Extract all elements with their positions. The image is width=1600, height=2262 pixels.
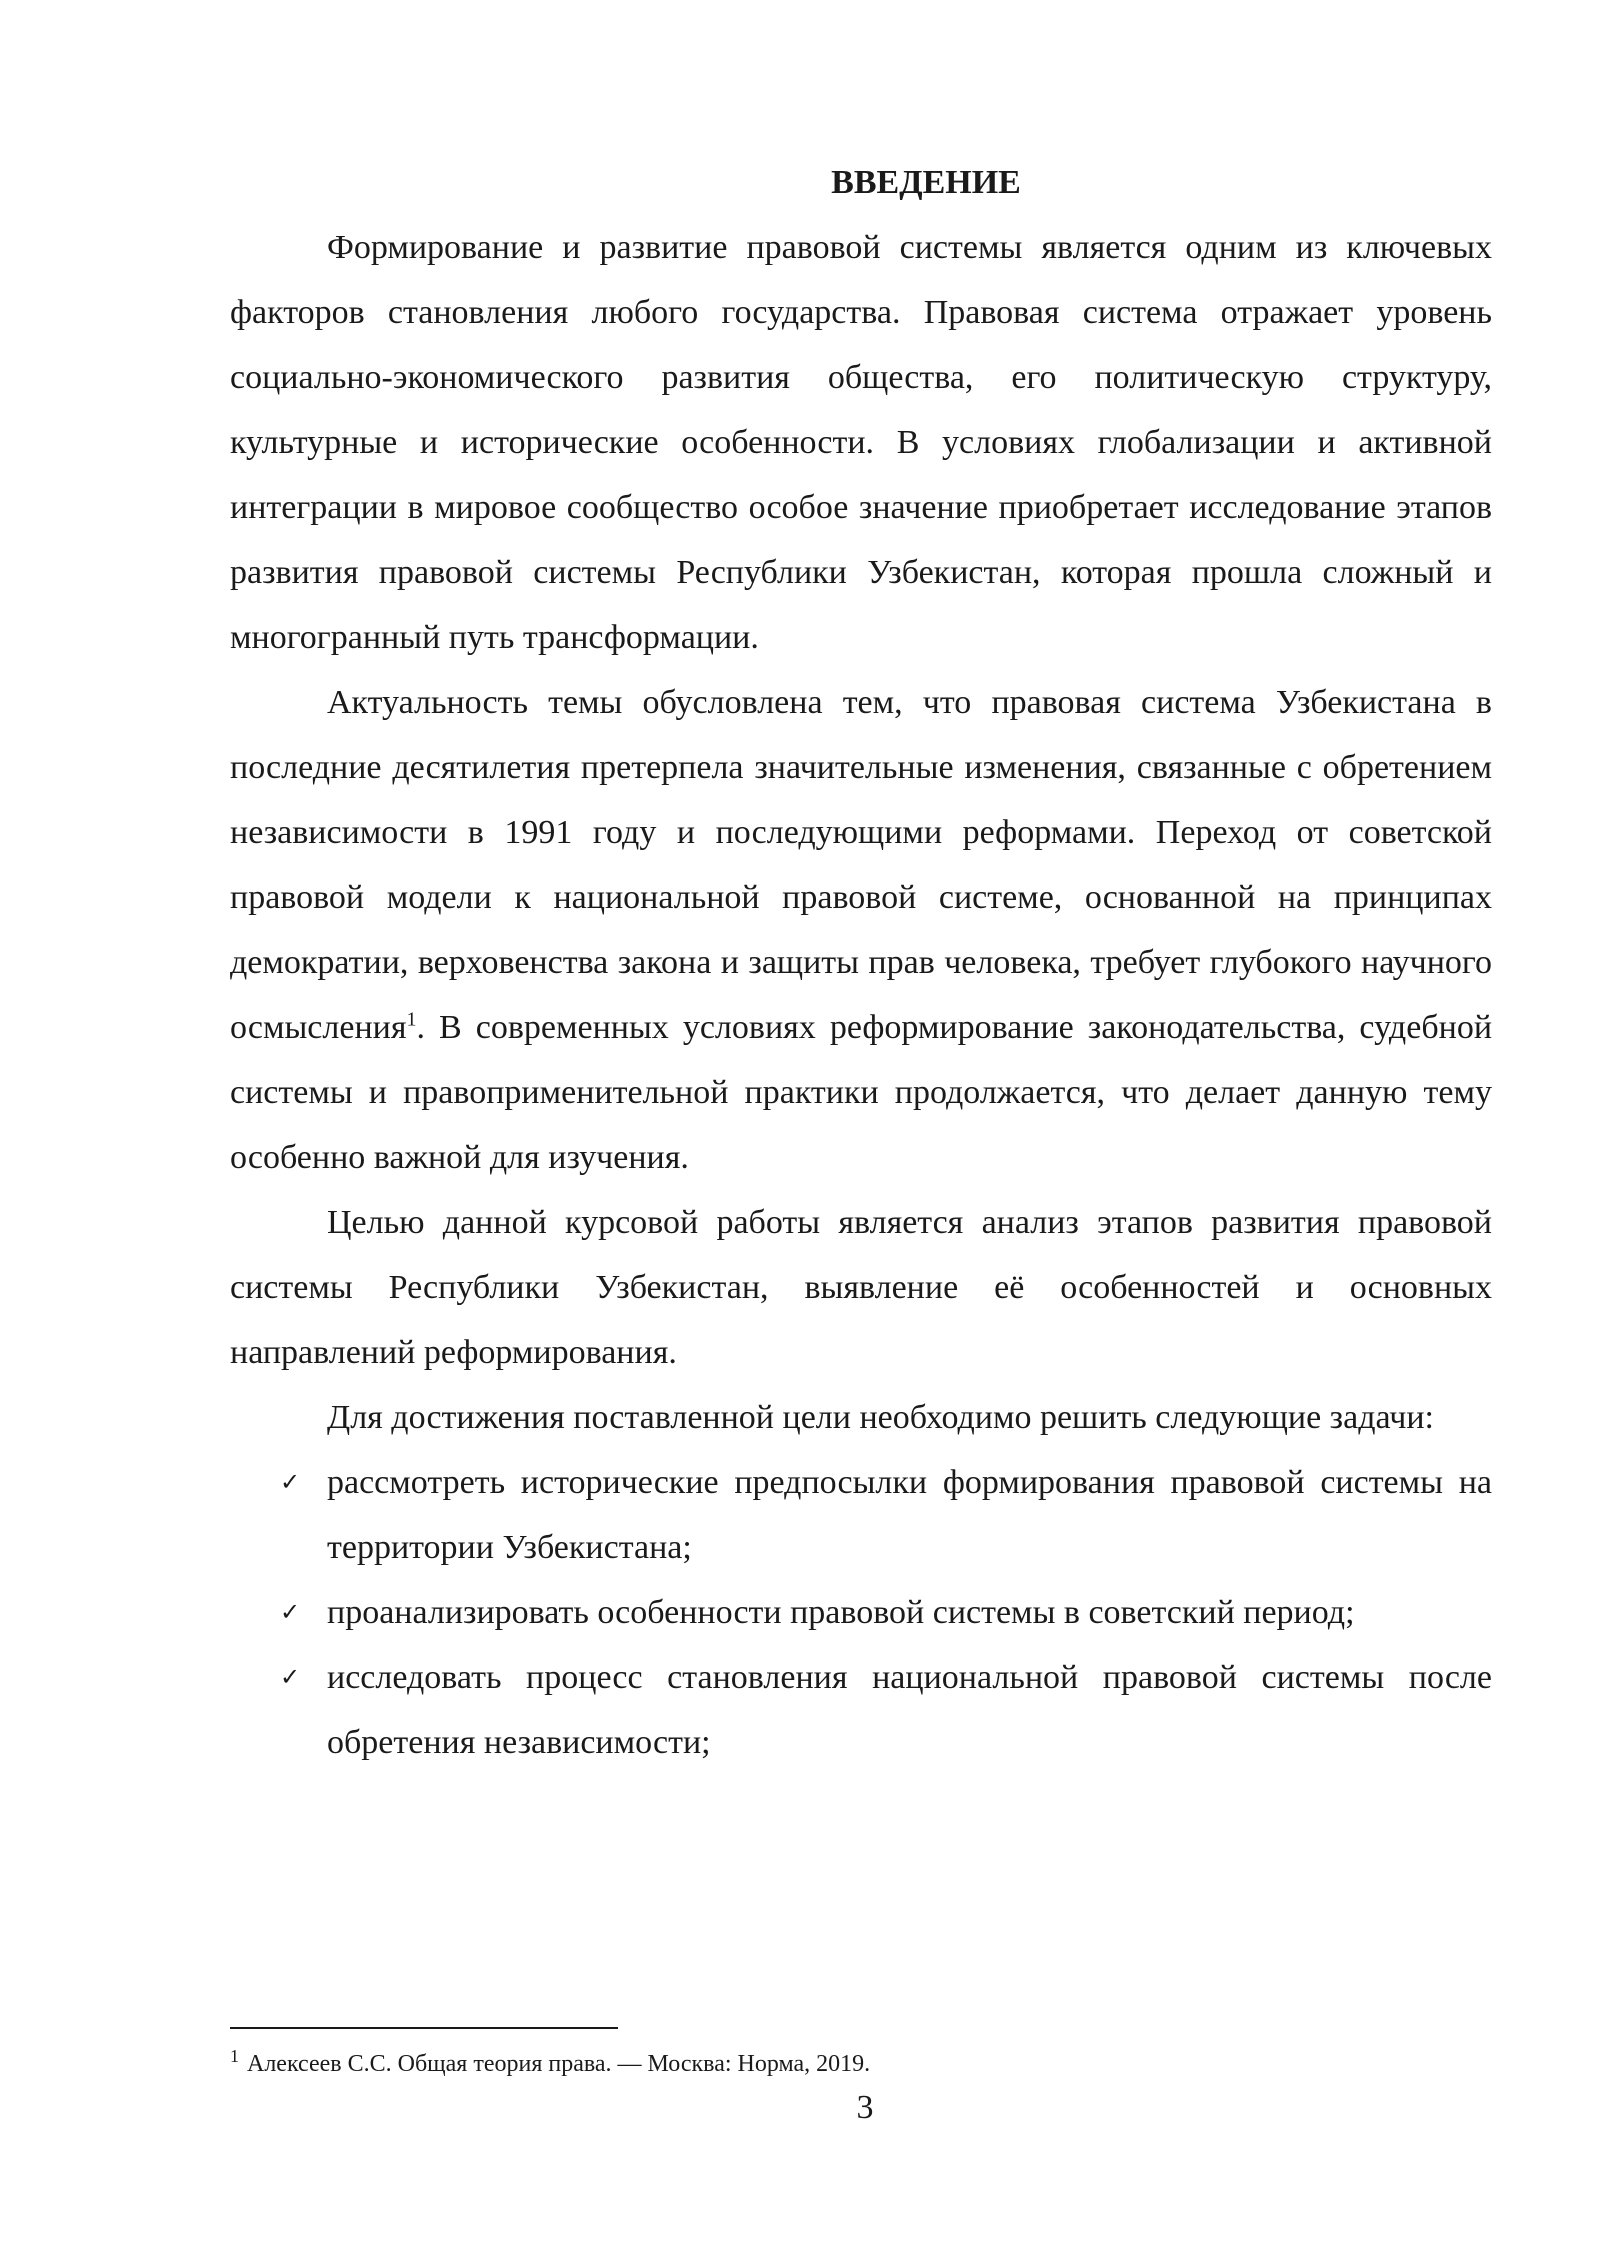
task-text: проанализировать особенности правовой системы в советский период; bbox=[327, 1594, 1355, 1631]
paragraph-relevance-tail: . В современных условиях bbox=[416, 1009, 816, 1046]
paragraph-relevance-text: Актуальность темы обусловлена тем, что правовая система Узбекистана в последние десятилетия претерпела значительные изменения, связанные с обретением независимости в 1991 году и последующими реформами. Переход от советской правовой модели к национальной правовой системе, основанной на принципах демократии, верховенства закона и защиты прав человека, требует глубокого научного осмысления bbox=[230, 684, 1492, 1046]
task-list bbox=[230, 1450, 1492, 1775]
footnote-reference[interactable]: 1 bbox=[406, 1008, 417, 1031]
task-text: рассмотреть исторические предпосылки формирования правовой системы на территории Узбекистана; bbox=[327, 1464, 1492, 1566]
list-item bbox=[230, 1580, 1492, 1645]
checkmark-icon: ✓ bbox=[280, 1663, 301, 1691]
footnote bbox=[230, 2044, 1492, 2084]
list-item bbox=[230, 1450, 1492, 1580]
task-text: исследовать процесс становления национальной правовой системы после обретения независимости; bbox=[327, 1659, 1492, 1761]
paragraph-goal: Целью данной курсовой работы является анализ этапов развития правовой системы Республики Узбекистан, выявление её особенностей и основных направлений реформирования. bbox=[230, 1204, 1492, 1371]
page-title: ВВЕДЕНИЕ bbox=[831, 164, 1021, 201]
paragraph-relevance bbox=[230, 670, 1492, 1190]
footnote-mark: 1 bbox=[230, 2046, 239, 2066]
page-number: 3 bbox=[856, 2089, 874, 2126]
page-body bbox=[230, 150, 1492, 1775]
paragraph-intro: Формирование и развитие правовой системы является одним из ключевых факторов становления любого государства. Правовая система отражает уровень социально-экономического развития общества, его политическую структуру, культурные и исторические особенности. В условиях глобализации и активной интеграции в мировое сообщество особое значение приобретает исследование этапов развития правовой системы Республики Узбекистан, которая прошла сложный и многогранный путь трансформации. bbox=[230, 229, 1492, 656]
checkmark-icon: ✓ bbox=[280, 1598, 301, 1626]
footnote-separator bbox=[230, 2027, 618, 2029]
footnote-text: Алексеев С.С. Общая теория права. — Москва: Норма, 2019. bbox=[247, 2051, 871, 2077]
list-item bbox=[230, 1645, 1492, 1775]
checkmark-icon: ✓ bbox=[280, 1468, 301, 1496]
paragraph-relevance-continuation: реформирование законодательства, судебной системы и правоприменительной практики продолжается, что делает данную тему особенно важной для изучения. bbox=[230, 1009, 1493, 1176]
paragraph-tasks-intro: Для достижения поставленной цели необходимо решить следующие задачи: bbox=[327, 1399, 1434, 1436]
